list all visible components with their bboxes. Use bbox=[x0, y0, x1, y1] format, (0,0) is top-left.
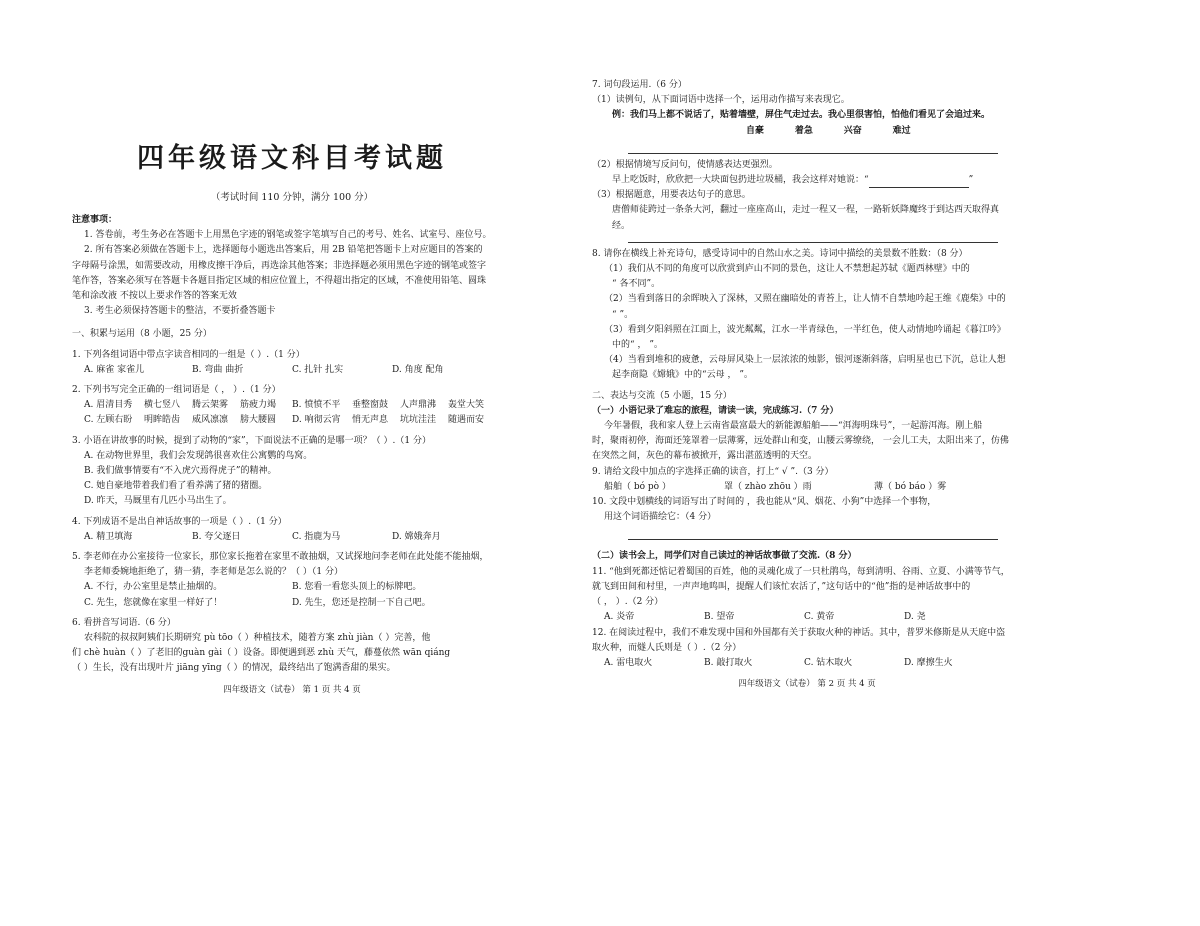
question-1: 1. 下列各组词语中带点字读音相同的一组是（ ）.（1 分） bbox=[72, 349, 305, 360]
option-word: 明眸皓齿 bbox=[144, 415, 181, 426]
answer-line bbox=[628, 230, 998, 243]
question-3: 3. 小语在讲故事的时候，提到了动物的“家”，下面说法不正确的是哪一项？（ ）.（1 分） bbox=[72, 435, 431, 446]
option: B. 夸父逐日 bbox=[192, 531, 241, 542]
question-6-line: （ ）生长，没有出现叶片 jiāng yīng（ ）的情况，最终结出了饱满香甜的果实。 bbox=[72, 663, 396, 674]
option: A. 麻雀 家雀儿 bbox=[84, 364, 145, 375]
word-choice: 自豪 bbox=[746, 125, 765, 136]
question-11-line: 就飞到田间和村里，一声声地鸣叫，提醒人们该忙农活了，”这句话中的“他”指的是神话故事中的 bbox=[592, 581, 971, 592]
question-4: 4. 下列成语不是出自神话故事的一项是（ ）.（1 分） bbox=[72, 516, 287, 527]
question-2-options-row-2 bbox=[72, 413, 512, 428]
option: 船舶（ bó pò ） bbox=[604, 481, 671, 492]
question-8-line: “ ”。 bbox=[612, 309, 634, 320]
question-8: 8. 请你在横线上补充诗句，感受诗词中的自然山水之美。诗词中描绘的美景数不胜数：（8 分） bbox=[592, 248, 968, 259]
question-9-options bbox=[592, 480, 1022, 495]
note-line: 1. 答卷前，考生务必在答题卡上用黑色字迹的钢笔或签字笔填写自己的考号、姓名、试室号、座位号。 bbox=[84, 230, 492, 241]
option: D. 摩擦生火 bbox=[904, 657, 953, 668]
question-6-line: 农科院的叔叔阿姨们长期研究 pù tōo（ ）种植技术，随着方案 zhù jiàn（ ）完善，他 bbox=[84, 633, 431, 644]
part-2-heading: （二）读书会上，同学们对自己读过的神话故事做了交流.（8 分） bbox=[592, 551, 857, 562]
notes-heading: 注意事项： bbox=[72, 215, 118, 225]
passage-line: 在突然之间，灰色的幕布被掀开，露出湛蓝透明的天空。 bbox=[592, 451, 818, 462]
section-1-heading: 一、积累与运用（8 小题，25 分） bbox=[72, 329, 212, 340]
prompt-text: ” bbox=[968, 175, 974, 186]
option: B. 我们做事情要有“不入虎穴焉得虎子”的精神。 bbox=[84, 466, 277, 477]
word-choice: 兴奋 bbox=[843, 125, 862, 136]
question-6-line: 们 chè huàn（ ）了老旧的guàn gài（ ）设备。即便遇到恶 zhù 天气，藤蔓依然 wān qiáng bbox=[72, 648, 451, 659]
question-12: 12. 在阅读过程中，我们不难发现中国和外国都有关于获取火种的神话。其中，普罗米修斯是从天庭中盗 bbox=[592, 627, 1006, 638]
option: A. 雷电取火 bbox=[604, 657, 653, 668]
option: B. 敲打取火 bbox=[704, 657, 753, 668]
option: D. 尧 bbox=[904, 612, 926, 623]
question-7-part-1: （1）读例句，从下面词语中选择一个，运用动作描写来表现它。 bbox=[592, 95, 850, 106]
option-word: 筋疲力竭 bbox=[240, 400, 277, 411]
question-8-line: （3）看到夕阳斜照在江面上，波光粼粼，江水一半青绿色，一半红色，使人动情地吟诵起《暮江吟》 bbox=[604, 324, 1006, 335]
option: C. 指鹿为马 bbox=[292, 531, 341, 542]
option: D. 嫦娥奔月 bbox=[392, 531, 441, 542]
question-12-line: 取火种，而燧人氏则是（ ）.（2 分） bbox=[592, 642, 742, 653]
question-5-options-row-2 bbox=[72, 596, 512, 611]
option-word: 人声鼎沸 bbox=[400, 400, 437, 411]
question-11: 11. “他到死都还惦记着蜀国的百姓，他的灵魂化成了一只杜鹃鸟，每到清明、谷雨、立夏、小满等节气， bbox=[592, 566, 1010, 577]
option: B. 弯曲 曲折 bbox=[192, 364, 244, 375]
option-word: 垂整窗鼓 bbox=[352, 400, 389, 411]
passage-line: 今年暑假，我和家人登上云南省最富最大的新能源船舶——“洱海明珠号”，一起游洱海。刚上船 bbox=[604, 421, 983, 432]
option: A. 不行，办公室里是禁止抽烟的。 bbox=[84, 582, 223, 593]
note-line: 3. 考生必须保持答题卡的整洁，不要折叠答题卡 bbox=[84, 306, 276, 317]
question-7-part-3-text: 唐僧师徒跨过一条条大河，翻过一座座高山，走过一程又一程，一路斩妖降魔终于到达西天取得真 bbox=[612, 205, 1000, 216]
exam-page-1 bbox=[72, 78, 512, 695]
question-9: 9. 请给文段中加点的字选择正确的读音，打上“ √ ”.（3 分） bbox=[592, 466, 834, 477]
question-7-part-3: （3）根据题意，用要表达句子的意思。 bbox=[592, 190, 751, 201]
word-choice: 难过 bbox=[892, 125, 911, 136]
question-7-part-3-text: 经。 bbox=[612, 220, 631, 231]
option: A. 精卫填海 bbox=[84, 531, 133, 542]
exam-subtitle: （考试时间 110 分钟，满分 100 分） bbox=[210, 192, 374, 203]
note-line: 字母隔号涂黑，如需要改动，用橡皮擦干净后，再选涂其他答案；非选择题必须用黑色字迹的钢笔或签字 bbox=[72, 260, 487, 271]
question-8-line: 起李商隐《嫦娥》中的“云母 ， ”。 bbox=[612, 370, 753, 381]
option-word: 膀大腰圆 bbox=[240, 415, 277, 426]
note-line: 笔作答，答案必须写在答题卡各题目指定区域的相应位置上，不得超出指定的区域，不准使用铅笔、圆珠 bbox=[72, 275, 487, 286]
option: C. 她自豪地带着我们看了看养满了猪的猪圈。 bbox=[84, 481, 268, 492]
option: C. 先生，您就像在家里一样好了！ bbox=[84, 597, 223, 608]
question-8-line: 中的“ ， ”。 bbox=[612, 340, 663, 351]
question-8-line: （4）当看到堆积的疲惫，云母屏风染上一层浓浓的烛影，银河逐渐斜落，启明星也已下沉，总让人想 bbox=[604, 355, 1006, 366]
option: 罩（ zhào zhōu ）雨 bbox=[724, 481, 812, 492]
note-line: 2. 所有答案必须做在答题卡上，选择题每小题选出答案后，用 2B 铅笔把答题卡上对应题目的答案的 bbox=[84, 245, 483, 256]
exam-title: 四年级语文科目考试题 bbox=[137, 143, 447, 174]
question-4-options bbox=[72, 530, 512, 545]
answer-line bbox=[628, 527, 998, 540]
word-choice: 着急 bbox=[794, 125, 813, 136]
question-7: 7. 词句段运用.（6 分） bbox=[592, 80, 687, 90]
option-word: 悄无声息 bbox=[352, 415, 389, 426]
option: A. 眉清目秀 bbox=[84, 400, 133, 411]
question-10-line: 用这个词语描绘它：（4 分） bbox=[604, 512, 717, 523]
question-7-example: 例：我们马上都不说话了，贴着墙壁，屏住气走过去。我心里很害怕，怕他们看见了会追过来。 bbox=[612, 110, 991, 121]
option: D. 先生，您还是控制一下自己吧。 bbox=[292, 597, 431, 608]
question-2-options-row-1 bbox=[72, 398, 512, 413]
option: C. 扎针 扎实 bbox=[292, 364, 344, 375]
option: B. 您看一看您头顶上的标牌吧。 bbox=[292, 582, 422, 593]
question-5: 5. 李老师在办公室接待一位家长，那位家长拖着在家里不敢抽烟，又试探地问李老师在此处能不能抽烟， bbox=[72, 552, 489, 563]
question-5-line: 李老师委婉地拒绝了，猜一猜，李老师是怎么说的？（ ）（1 分） bbox=[84, 567, 343, 578]
option-word: 坑坑洼洼 bbox=[400, 415, 437, 426]
option: 薄（ bó báo ）雾 bbox=[874, 481, 947, 492]
prompt-text: 早上吃饭时，欣欣把一大块面包扔进垃圾桶，我会这样对她说：“ bbox=[612, 175, 869, 186]
option: B. 愤愤不平 bbox=[292, 400, 341, 411]
option: C. 左顾右盼 bbox=[84, 415, 133, 426]
question-10: 10. 文段中划横线的词语写出了时间的 ，我也能从“风、烟花、小狗”中选择一个事物， bbox=[592, 497, 937, 508]
option-word: 横七竖八 bbox=[144, 400, 181, 411]
question-12-options bbox=[592, 656, 1022, 671]
question-8-line: “ 各不同”。 bbox=[612, 279, 661, 290]
question-7-word-choices bbox=[592, 124, 1022, 139]
option: D. 昨天，马厩里有几匹小马出生了。 bbox=[84, 496, 232, 507]
part-1-heading: （一）小语记录了难忘的旅程，请读一读，完成练习.（7 分） bbox=[592, 405, 839, 416]
answer-blank bbox=[869, 173, 969, 188]
question-8-line: （2）当看到落日的余晖映入了深林，又照在幽暗处的青苔上，让人情不自禁地吟起王维《鹿柴》中的 bbox=[604, 294, 1006, 305]
option: B. 望帝 bbox=[704, 612, 735, 623]
option-word: 随遇而安 bbox=[448, 415, 485, 426]
question-8-line: （1）我们从不同的角度可以欣赏到庐山不同的景色，这让人不禁想起苏轼《题西林壁》中的 bbox=[604, 264, 970, 275]
question-2: 2. 下列书写完全正确的一组词语是（ ， ）.（1 分） bbox=[72, 385, 281, 396]
question-11-line: （ ， ）.（2 分） bbox=[592, 597, 664, 608]
question-7-part-2-prompt bbox=[592, 173, 1022, 188]
exam-page-2 bbox=[592, 78, 1022, 689]
option: C. 黄帝 bbox=[804, 612, 835, 623]
answer-line bbox=[628, 141, 998, 154]
page-footer: 四年级语文（试卷） 第 2 页 共 4 页 bbox=[738, 679, 876, 690]
section-2-heading: 二、表达与交流（5 小题，15 分） bbox=[592, 390, 732, 401]
question-11-options bbox=[592, 610, 1022, 625]
option: A. 在动物世界里，我们会发现鸽很喜欢住公寓鹦的鸟窝。 bbox=[84, 450, 313, 461]
question-6: 6. 看拼音写词语.（6 分） bbox=[72, 617, 176, 628]
page-footer: 四年级语文（试卷） 第 1 页 共 4 页 bbox=[223, 684, 361, 695]
option-word: 威风凛凛 bbox=[192, 415, 229, 426]
question-1-options bbox=[72, 363, 512, 378]
option: C. 钻木取火 bbox=[804, 657, 853, 668]
option-word: 轰堂大笑 bbox=[448, 400, 485, 411]
question-7-part-2: （2）根据情境写反问句，使情感表达更强烈。 bbox=[592, 159, 778, 170]
passage-line: 时，聚雨初停，海面还笼罩着一层薄雾，远处群山和变，山腰云雾缭绕， 一会儿工夫，太阳出来了，仿佛 bbox=[592, 436, 1009, 447]
note-line: 笔和涂改液 不按以上要求作答的答案无效 bbox=[72, 291, 237, 302]
question-5-options-row-1 bbox=[72, 580, 512, 595]
option-word: 腾云架雾 bbox=[192, 400, 229, 411]
option: A. 炎帝 bbox=[604, 612, 635, 623]
option: D. 响彻云宵 bbox=[292, 415, 341, 426]
option: D. 角度 配角 bbox=[392, 364, 444, 375]
